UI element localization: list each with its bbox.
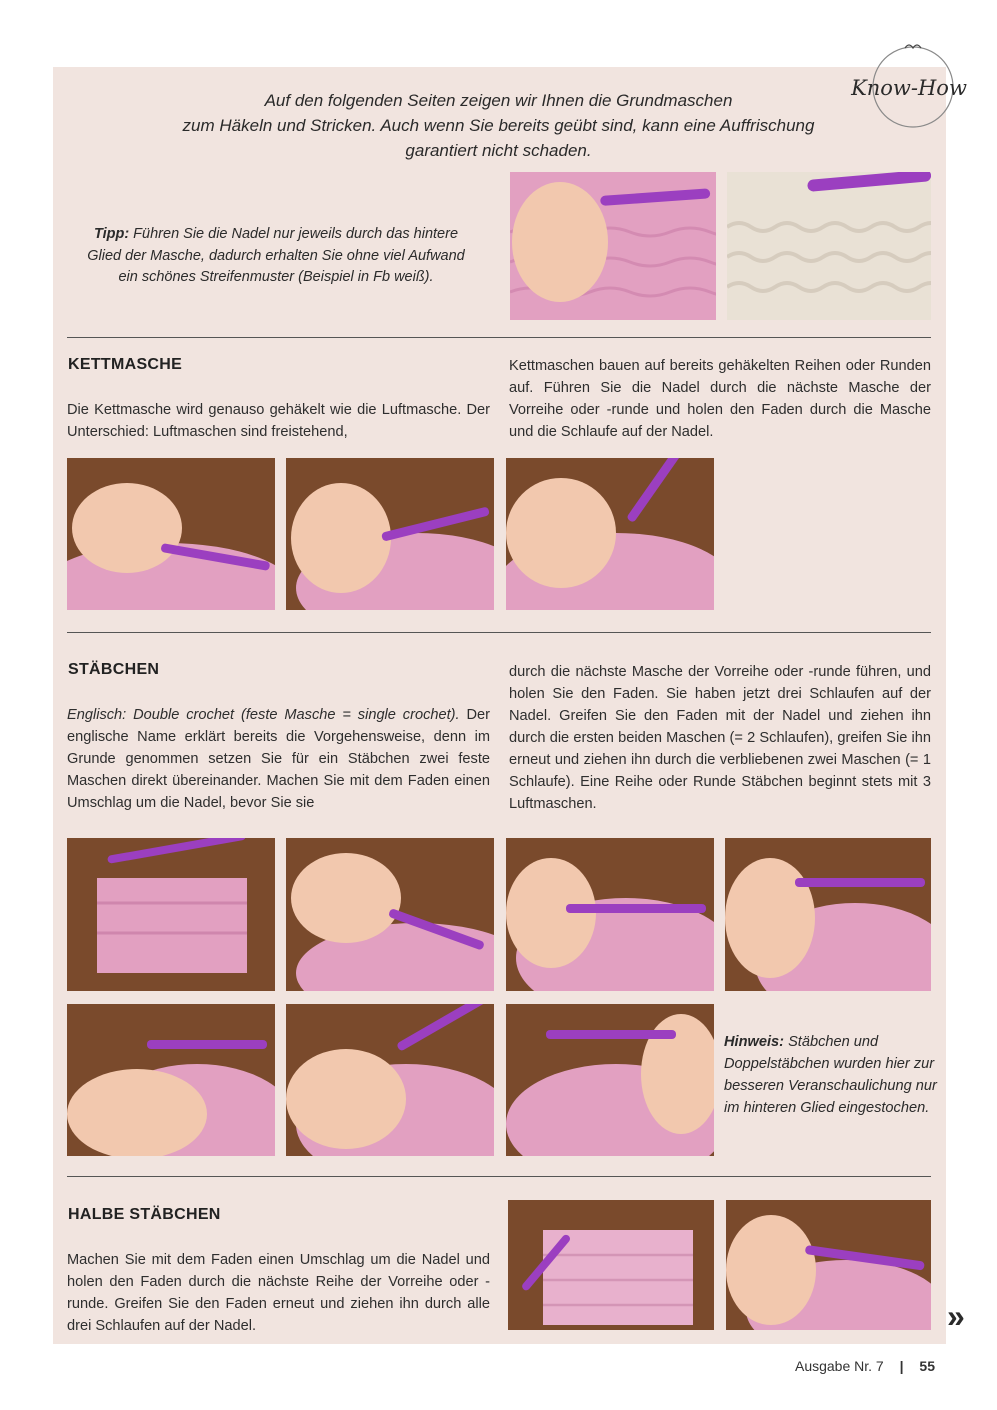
hint-body: Stäbchen und Doppelstäbchen wurden hier zur besseren Veranschaulichung nur im hinteren Glied eingestochen. xyxy=(724,1034,937,1116)
logo-text: Know-How xyxy=(851,76,967,100)
page-footer xyxy=(795,1358,935,1374)
tip-label: Tipp: xyxy=(93,226,130,242)
kettmasche-left-text: Die Kettmasche wird genauso gehäkelt wie die Luftmasche. Der Unterschied: Luftmaschen sind freistehend, xyxy=(67,402,490,440)
footer-separator: | xyxy=(899,1358,904,1374)
page-number: 55 xyxy=(919,1358,935,1374)
kettmasche-right-text: Kettmaschen bauen auf bereits gehäkelten Reihen oder Runden auf. Führen Sie die Nadel durch die nächste Masche der Vorreihe oder -runde und holen den Faden durch die Masche und die Schlaufe auf der Nadel. xyxy=(509,358,931,440)
hint-text xyxy=(724,1031,939,1119)
intro-line-2: zum Häkeln und Stricken. Auch wenn Sie bereits geübt sind, kann eine Auffrischung xyxy=(182,116,815,135)
staebchen-title: STÄBCHEN xyxy=(68,661,160,678)
intro-line-3: garantiert nicht schaden. xyxy=(405,141,592,160)
divider-1 xyxy=(67,337,931,338)
photo-staebchen-1 xyxy=(67,838,275,991)
photo-staebchen-4 xyxy=(725,838,931,991)
photo-kettmasche-1 xyxy=(67,458,275,610)
halbe-staebchen-title: HALBE STÄBCHEN xyxy=(68,1206,221,1223)
issue-label: Ausgabe Nr. 7 xyxy=(794,1358,884,1374)
photo-tip-white-sample xyxy=(727,172,931,320)
tip-line-1: Führen Sie die Nadel nur jeweils durch das hintere xyxy=(129,226,459,242)
intro-line-1: Auf den folgenden Seiten zeigen wir Ihnen die Grundmaschen xyxy=(264,91,733,110)
photo-kettmasche-2 xyxy=(286,458,494,610)
divider-2 xyxy=(67,632,931,633)
photo-staebchen-3 xyxy=(506,838,714,991)
halbe-staebchen-text: Machen Sie mit dem Faden einen Umschlag um die Nadel und holen den Faden durch die nächste Reihe der Vorreihe oder -runde. Greifen Sie den Faden erneut und ziehen ihn durch alle drei Schlaufen auf der Nadel. xyxy=(67,1252,490,1334)
intro-text xyxy=(120,88,877,163)
tip-line-3: ein schönes Streifenmuster (Beispiel in Fb weiß). xyxy=(118,269,434,285)
photo-halbe-1 xyxy=(508,1200,714,1330)
photo-staebchen-6 xyxy=(286,1004,494,1156)
photo-staebchen-5 xyxy=(67,1004,275,1156)
divider-3 xyxy=(67,1176,931,1177)
photo-halbe-2 xyxy=(726,1200,931,1330)
staebchen-english-note: Englisch: Double crochet (feste Masche = single crochet). xyxy=(67,707,460,723)
kettmasche-title: KETTMASCHE xyxy=(68,356,183,373)
staebchen-left-block xyxy=(67,704,490,814)
tip-line-2: Glied der Masche, dadurch erhalten Sie ohne viel Aufwand xyxy=(87,247,465,264)
photo-staebchen-7 xyxy=(506,1004,714,1156)
staebchen-left-text: Der englische Name erklärt bereits die Vorgehensweise, denn im Grunde genommen setzen Sie für ein Stäbchen zwei feste Maschen direkt übereinander. Machen Sie mit dem Faden einen Umschlag um die Nadel, bevor Sie sie xyxy=(67,707,490,811)
next-page-arrow[interactable]: » xyxy=(947,1298,965,1334)
staebchen-right-text: durch die nächste Masche der Vorreihe oder -runde führen, und holen Sie den Faden. Sie haben jetzt drei Schlaufen auf der Nadel. Greifen Sie den Faden mit der Nadel und ziehen ihn durch die ersten beiden Maschen (= 2 Schlaufen), greifen Sie ihn erneut und ziehen ihn durch die verbliebenen zwei Maschen (= 1 Schlaufe). Eine Reihe oder Runde Stäbchen beginnt stets mit 3 Luftmaschen. xyxy=(509,664,931,812)
photo-staebchen-2 xyxy=(286,838,494,991)
photo-kettmasche-3 xyxy=(506,458,714,610)
tip-text xyxy=(62,224,490,289)
hint-label: Hinweis: xyxy=(724,1034,785,1050)
know-how-logo xyxy=(845,40,975,135)
photo-tip-hook xyxy=(510,172,716,320)
